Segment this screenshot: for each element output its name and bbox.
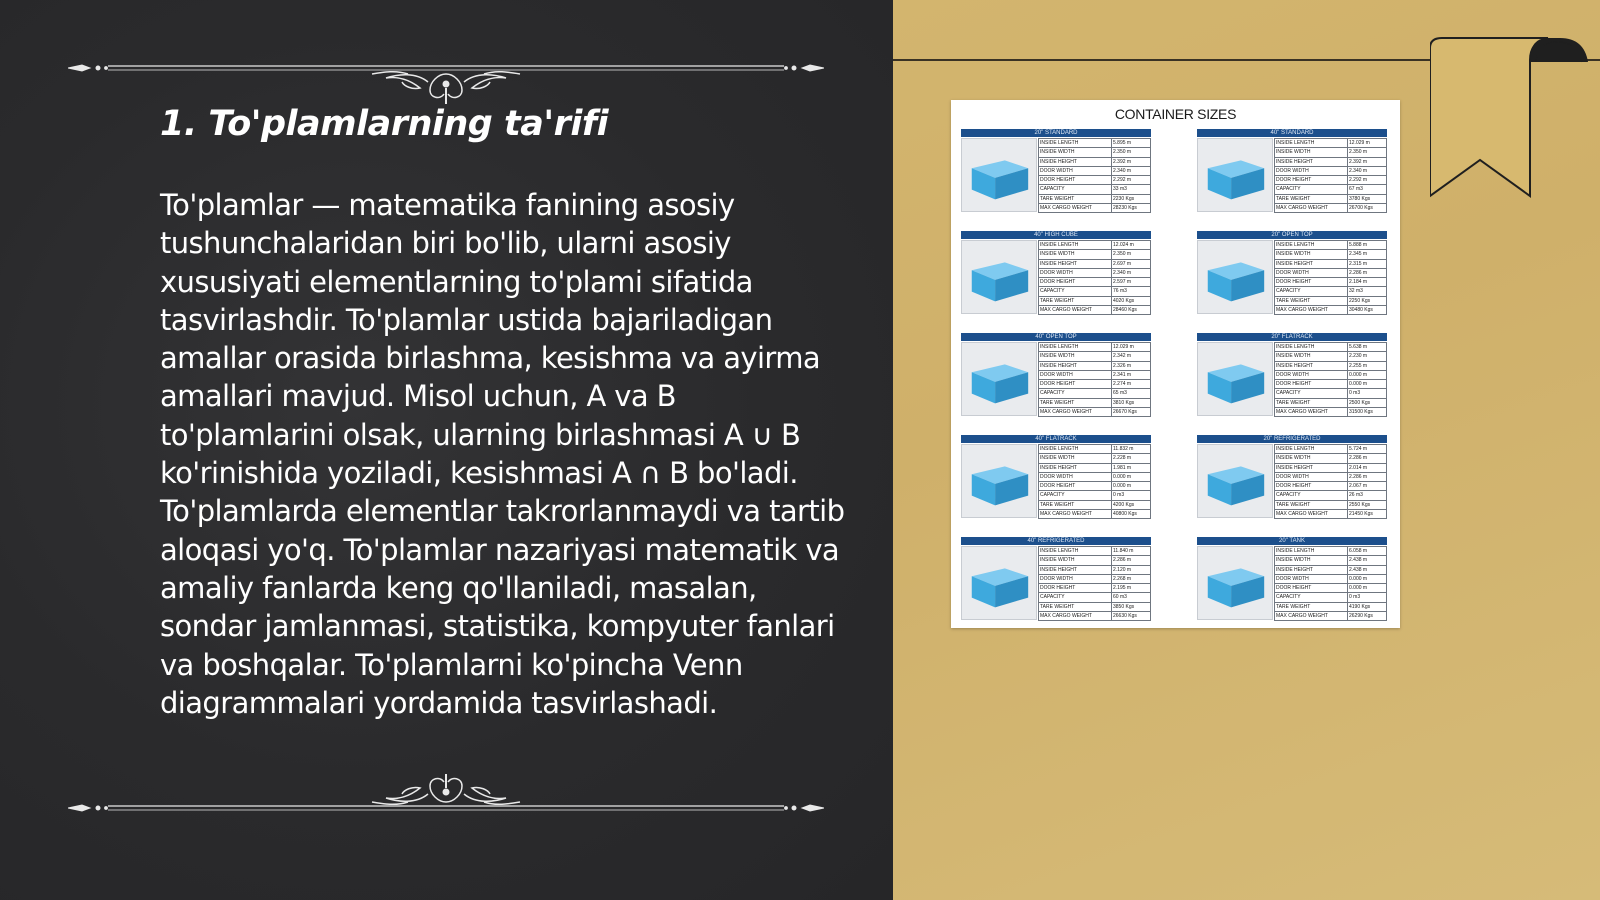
spec-label: INSIDE HEIGHT: [1039, 463, 1112, 472]
table-row: [1039, 445, 1151, 454]
spec-value: 2.286 m: [1348, 268, 1387, 277]
table-row: [1275, 194, 1387, 203]
spec-value: 0.000 m: [1348, 380, 1387, 389]
container-card: [1197, 435, 1387, 519]
spec-label: DOOR HEIGHT: [1039, 380, 1112, 389]
spec-label: DOOR HEIGHT: [1039, 278, 1112, 287]
poster-title: CONTAINER SIZES: [1114, 106, 1237, 122]
table-row: [1275, 454, 1387, 463]
table-row: [1039, 370, 1151, 379]
table-row: [1275, 352, 1387, 361]
table-row: [1039, 463, 1151, 472]
table-row: [1275, 361, 1387, 370]
table-row: [1275, 157, 1387, 166]
spec-value: 2.286 m: [1348, 454, 1387, 463]
container-image-icon: [961, 546, 1037, 620]
spec-value: 2.392 m: [1348, 157, 1387, 166]
spec-label: INSIDE WIDTH: [1275, 454, 1348, 463]
spec-label: TARE WEIGHT: [1039, 296, 1112, 305]
spec-value: 2.350 m: [1112, 250, 1151, 259]
table-row: [1275, 305, 1387, 314]
spec-label: MAX CARGO WEIGHT: [1275, 305, 1348, 314]
spec-label: INSIDE WIDTH: [1275, 556, 1348, 565]
spec-label: DOOR HEIGHT: [1039, 584, 1112, 593]
container-card: [1197, 333, 1387, 417]
container-card-header: 40" HIGH CUBE: [961, 231, 1151, 239]
container-image-icon: [1197, 138, 1273, 212]
spec-label: CAPACITY: [1275, 491, 1348, 500]
spec-label: DOOR WIDTH: [1275, 472, 1348, 481]
spec-value: 76 m3: [1112, 287, 1151, 296]
spec-label: DOOR HEIGHT: [1039, 176, 1112, 185]
spec-value: 28230 Kgs: [1112, 203, 1151, 212]
spec-label: INSIDE WIDTH: [1039, 250, 1112, 259]
bookmark-ribbon-icon: [1430, 30, 1590, 205]
spec-label: DOOR WIDTH: [1275, 370, 1348, 379]
spec-value: 2.438 m: [1348, 565, 1387, 574]
container-sizes-poster: [951, 100, 1400, 628]
table-row: [1039, 565, 1151, 574]
spec-label: INSIDE WIDTH: [1275, 250, 1348, 259]
spec-value: 2.340 m: [1348, 166, 1387, 175]
container-image-icon: [961, 444, 1037, 518]
spec-label: INSIDE LENGTH: [1039, 139, 1112, 148]
container-card: [961, 333, 1151, 417]
spec-value: 6.058 m: [1348, 547, 1387, 556]
spec-value: 2.292 m: [1112, 176, 1151, 185]
table-row: [1275, 445, 1387, 454]
table-row: [1039, 259, 1151, 268]
table-row: [1275, 574, 1387, 583]
container-spec-table: [1038, 138, 1151, 213]
spec-value: 2.014 m: [1348, 463, 1387, 472]
spec-value: 2.350 m: [1112, 148, 1151, 157]
ornament-divider-top: [68, 44, 824, 104]
spec-label: DOOR HEIGHT: [1039, 482, 1112, 491]
container-image-icon: [961, 342, 1037, 416]
table-row: [1039, 398, 1151, 407]
spec-label: INSIDE WIDTH: [1039, 454, 1112, 463]
spec-label: INSIDE LENGTH: [1275, 445, 1348, 454]
spec-label: MAX CARGO WEIGHT: [1039, 509, 1112, 518]
container-card: [961, 231, 1151, 315]
table-row: [1275, 166, 1387, 175]
spec-label: DOOR WIDTH: [1039, 472, 1112, 481]
spec-label: DOOR WIDTH: [1039, 574, 1112, 583]
spec-value: 30480 Kgs: [1348, 305, 1387, 314]
table-row: [1039, 574, 1151, 583]
spec-label: INSIDE HEIGHT: [1275, 259, 1348, 268]
spec-label: MAX CARGO WEIGHT: [1275, 203, 1348, 212]
spec-value: 4200 Kgs: [1112, 500, 1151, 509]
spec-label: TARE WEIGHT: [1039, 398, 1112, 407]
container-image-icon: [1197, 546, 1273, 620]
ornament-divider-bottom: [68, 774, 824, 834]
table-row: [1275, 556, 1387, 565]
container-card-header: 20" OPEN TOP: [1197, 231, 1387, 239]
table-row: [1039, 166, 1151, 175]
table-row: [1275, 241, 1387, 250]
table-row: [1039, 203, 1151, 212]
spec-label: MAX CARGO WEIGHT: [1275, 407, 1348, 416]
spec-value: 2.184 m: [1348, 278, 1387, 287]
spec-label: TARE WEIGHT: [1275, 296, 1348, 305]
spec-value: 2.195 m: [1112, 584, 1151, 593]
spec-value: 4020 Kgs: [1112, 296, 1151, 305]
table-row: [1039, 482, 1151, 491]
spec-label: INSIDE LENGTH: [1039, 445, 1112, 454]
spec-value: 32 m3: [1348, 287, 1387, 296]
container-spec-table: [1038, 240, 1151, 315]
spec-value: 2.341 m: [1112, 370, 1151, 379]
table-row: [1039, 556, 1151, 565]
table-row: [1275, 584, 1387, 593]
table-row: [1039, 602, 1151, 611]
spec-value: 2.340 m: [1112, 268, 1151, 277]
table-row: [1275, 472, 1387, 481]
table-row: [1039, 380, 1151, 389]
spec-value: 26670 Kgs: [1112, 407, 1151, 416]
spec-label: DOOR WIDTH: [1275, 268, 1348, 277]
container-spec-table: [1274, 546, 1387, 621]
table-row: [1039, 611, 1151, 620]
table-row: [1039, 185, 1151, 194]
table-row: [1039, 305, 1151, 314]
spec-label: CAPACITY: [1275, 185, 1348, 194]
table-row: [1275, 389, 1387, 398]
spec-value: 40800 Kgs: [1112, 509, 1151, 518]
container-card-header: 20" TANK: [1197, 537, 1387, 545]
spec-value: 26290 Kgs: [1348, 611, 1387, 620]
spec-value: 2.120 m: [1112, 565, 1151, 574]
spec-value: 33 m3: [1112, 185, 1151, 194]
spec-value: 2.345 m: [1348, 250, 1387, 259]
table-row: [1039, 500, 1151, 509]
spec-label: INSIDE HEIGHT: [1039, 259, 1112, 268]
table-row: [1275, 250, 1387, 259]
table-row: [1275, 370, 1387, 379]
spec-label: INSIDE LENGTH: [1275, 139, 1348, 148]
container-spec-table: [1038, 444, 1151, 519]
spec-label: CAPACITY: [1039, 491, 1112, 500]
container-card-header: 40" REFRIGERATED: [961, 537, 1151, 545]
spec-value: 3780 Kgs: [1348, 194, 1387, 203]
table-row: [1275, 509, 1387, 518]
spec-value: 2550 Kgs: [1348, 500, 1387, 509]
table-row: [1275, 343, 1387, 352]
container-spec-table: [1274, 342, 1387, 417]
table-row: [1275, 500, 1387, 509]
container-card: [961, 435, 1151, 519]
container-spec-table: [1038, 342, 1151, 417]
spec-value: 0.000 m: [1112, 482, 1151, 491]
spec-value: 0.000 m: [1348, 370, 1387, 379]
spec-value: 11.840 m: [1112, 547, 1151, 556]
table-row: [1275, 148, 1387, 157]
table-row: [1275, 611, 1387, 620]
spec-value: 12.029 m: [1348, 139, 1387, 148]
spec-value: 3810 Kgs: [1112, 398, 1151, 407]
spec-label: INSIDE HEIGHT: [1275, 361, 1348, 370]
spec-value: 67 m3: [1348, 185, 1387, 194]
table-row: [1275, 287, 1387, 296]
table-row: [1275, 482, 1387, 491]
spec-value: 2.286 m: [1112, 556, 1151, 565]
table-row: [1275, 463, 1387, 472]
spec-label: INSIDE HEIGHT: [1039, 157, 1112, 166]
container-card: [961, 537, 1151, 621]
container-spec-table: [1274, 444, 1387, 519]
table-row: [1039, 509, 1151, 518]
table-row: [1039, 139, 1151, 148]
spec-value: 2.326 m: [1112, 361, 1151, 370]
table-row: [1039, 194, 1151, 203]
spec-value: 0 m3: [1112, 491, 1151, 500]
spec-value: 2.392 m: [1112, 157, 1151, 166]
table-row: [1039, 250, 1151, 259]
container-image-icon: [961, 138, 1037, 212]
spec-value: 2.286 m: [1348, 472, 1387, 481]
spec-value: 5.888 m: [1348, 241, 1387, 250]
spec-label: INSIDE HEIGHT: [1275, 157, 1348, 166]
table-row: [1039, 343, 1151, 352]
container-image-icon: [961, 240, 1037, 314]
table-row: [1039, 268, 1151, 277]
table-row: [1275, 547, 1387, 556]
spec-label: CAPACITY: [1039, 593, 1112, 602]
spec-value: 2230 Kgs: [1112, 194, 1151, 203]
table-row: [1039, 454, 1151, 463]
spec-value: 26700 Kgs: [1348, 203, 1387, 212]
table-row: [1275, 176, 1387, 185]
spec-label: CAPACITY: [1039, 389, 1112, 398]
table-row: [1039, 278, 1151, 287]
spec-value: 2.340 m: [1112, 166, 1151, 175]
spec-value: 28460 Kgs: [1112, 305, 1151, 314]
container-spec-table: [1274, 138, 1387, 213]
spec-label: MAX CARGO WEIGHT: [1039, 305, 1112, 314]
table-row: [1275, 268, 1387, 277]
spec-value: 2.067 m: [1348, 482, 1387, 491]
table-row: [1039, 584, 1151, 593]
spec-label: MAX CARGO WEIGHT: [1275, 509, 1348, 518]
table-row: [1275, 593, 1387, 602]
spec-label: TARE WEIGHT: [1275, 398, 1348, 407]
spec-value: 0 m3: [1348, 389, 1387, 398]
spec-label: INSIDE LENGTH: [1039, 547, 1112, 556]
spec-label: DOOR HEIGHT: [1275, 176, 1348, 185]
slide-body-text: To'plamlar — matematika fanining asosiy tushunchalaridan biri bo'lib, ularni asosiy xususiyati elementlarning to'plami sifatida tasvirlashdir. To'plamlar ustida bajariladigan amallar orasida birlashma, kesishma va ayirma amallari mavjud. Misol uchun, A va B to'plamlarini olsak, ularning birlashmasi A ∪ B ko'rinishida yoziladi, kesishmasi A ∩ B bo'ladi. To'plamlarda elementlar takrorlanmaydi va tartib aloqasi yo'q. To'plamlar nazariyasi matematik va amaliy fanlarda keng qo'llaniladi, masalan, sondar jamlanmasi, statistika, kompyuter fanlari va boshqalar. To'plamlarni ko'pincha Venn diagrammalari yordamida tasvirlashadi.: [160, 188, 845, 720]
spec-label: INSIDE LENGTH: [1039, 241, 1112, 250]
container-image-icon: [1197, 444, 1273, 518]
spec-label: TARE WEIGHT: [1039, 500, 1112, 509]
spec-value: 2500 Kgs: [1348, 398, 1387, 407]
table-row: [1039, 148, 1151, 157]
table-row: [1039, 176, 1151, 185]
table-row: [1039, 389, 1151, 398]
spec-label: DOOR WIDTH: [1039, 370, 1112, 379]
slide-title: 1. To'plamlarning ta'rifi: [160, 104, 609, 144]
container-image-icon: [1197, 240, 1273, 314]
spec-label: INSIDE LENGTH: [1275, 547, 1348, 556]
container-card: [1197, 129, 1387, 213]
spec-value: 12.029 m: [1112, 343, 1151, 352]
spec-value: 4190 Kgs: [1348, 602, 1387, 611]
table-row: [1275, 259, 1387, 268]
spec-value: 2250 Kgs: [1348, 296, 1387, 305]
table-row: [1039, 547, 1151, 556]
spec-label: DOOR WIDTH: [1275, 166, 1348, 175]
table-row: [1039, 361, 1151, 370]
table-row: [1039, 472, 1151, 481]
table-row: [1275, 203, 1387, 212]
spec-label: CAPACITY: [1039, 287, 1112, 296]
spec-value: 11.832 m: [1112, 445, 1151, 454]
table-row: [1039, 407, 1151, 416]
spec-value: 5.895 m: [1112, 139, 1151, 148]
spec-label: MAX CARGO WEIGHT: [1039, 203, 1112, 212]
spec-value: 31500 Kgs: [1348, 407, 1387, 416]
container-card: [961, 129, 1151, 213]
container-card: [1197, 231, 1387, 315]
spec-label: TARE WEIGHT: [1275, 500, 1348, 509]
spec-value: 5.724 m: [1348, 445, 1387, 454]
spec-label: DOOR HEIGHT: [1275, 584, 1348, 593]
table-row: [1039, 287, 1151, 296]
spec-label: TARE WEIGHT: [1275, 602, 1348, 611]
spec-value: 2.342 m: [1112, 352, 1151, 361]
spec-value: 26630 Kgs: [1112, 611, 1151, 620]
spec-value: 0 m3: [1348, 593, 1387, 602]
spec-label: CAPACITY: [1275, 287, 1348, 296]
table-row: [1275, 139, 1387, 148]
table-row: [1275, 398, 1387, 407]
spec-value: 5.638 m: [1348, 343, 1387, 352]
table-row: [1275, 380, 1387, 389]
table-row: [1039, 296, 1151, 305]
container-card-header: 40" FLATRACK: [961, 435, 1151, 443]
container-card: [1197, 537, 1387, 621]
spec-label: INSIDE LENGTH: [1275, 241, 1348, 250]
container-spec-table: [1038, 546, 1151, 621]
spec-label: CAPACITY: [1275, 389, 1348, 398]
spec-label: DOOR WIDTH: [1039, 268, 1112, 277]
spec-value: 2.255 m: [1348, 361, 1387, 370]
spec-value: 2.268 m: [1112, 574, 1151, 583]
spec-value: 2.292 m: [1348, 176, 1387, 185]
spec-label: DOOR HEIGHT: [1275, 278, 1348, 287]
spec-value: 2.697 m: [1112, 259, 1151, 268]
container-image-icon: [1197, 342, 1273, 416]
spec-value: 21450 Kgs: [1348, 509, 1387, 518]
spec-label: MAX CARGO WEIGHT: [1039, 407, 1112, 416]
spec-label: TARE WEIGHT: [1039, 602, 1112, 611]
table-row: [1275, 407, 1387, 416]
spec-label: DOOR HEIGHT: [1275, 380, 1348, 389]
spec-value: 2.350 m: [1348, 148, 1387, 157]
spec-value: 2.438 m: [1348, 556, 1387, 565]
table-row: [1039, 157, 1151, 166]
spec-label: TARE WEIGHT: [1039, 194, 1112, 203]
spec-label: DOOR WIDTH: [1275, 574, 1348, 583]
container-card-header: 20" FLATRACK: [1197, 333, 1387, 341]
container-card-header: 20" STANDARD: [961, 129, 1151, 137]
spec-label: INSIDE WIDTH: [1275, 352, 1348, 361]
spec-label: INSIDE LENGTH: [1275, 343, 1348, 352]
spec-label: INSIDE WIDTH: [1039, 352, 1112, 361]
spec-value: 60 m3: [1112, 593, 1151, 602]
spec-value: 2.315 m: [1348, 259, 1387, 268]
spec-label: DOOR HEIGHT: [1275, 482, 1348, 491]
spec-value: 2.597 m: [1112, 278, 1151, 287]
table-row: [1039, 241, 1151, 250]
spec-label: INSIDE HEIGHT: [1275, 565, 1348, 574]
spec-label: INSIDE HEIGHT: [1039, 565, 1112, 574]
spec-value: 0.000 m: [1348, 584, 1387, 593]
spec-label: CAPACITY: [1039, 185, 1112, 194]
table-row: [1039, 593, 1151, 602]
spec-value: 1.981 m: [1112, 463, 1151, 472]
table-row: [1039, 491, 1151, 500]
spec-value: 2.230 m: [1348, 352, 1387, 361]
spec-label: MAX CARGO WEIGHT: [1275, 611, 1348, 620]
spec-value: 2.274 m: [1112, 380, 1151, 389]
table-row: [1039, 352, 1151, 361]
spec-value: 0.000 m: [1112, 472, 1151, 481]
container-spec-table: [1274, 240, 1387, 315]
spec-value: 2.228 m: [1112, 454, 1151, 463]
table-row: [1275, 185, 1387, 194]
spec-value: 12.024 m: [1112, 241, 1151, 250]
spec-value: 26 m3: [1348, 491, 1387, 500]
spec-value: 3850 Kgs: [1112, 602, 1151, 611]
spec-label: CAPACITY: [1275, 593, 1348, 602]
table-row: [1275, 602, 1387, 611]
spec-label: INSIDE WIDTH: [1039, 148, 1112, 157]
spec-label: INSIDE LENGTH: [1039, 343, 1112, 352]
spec-label: INSIDE WIDTH: [1275, 148, 1348, 157]
spec-label: TARE WEIGHT: [1275, 194, 1348, 203]
spec-label: INSIDE WIDTH: [1039, 556, 1112, 565]
container-card-header: 40" STANDARD: [1197, 129, 1387, 137]
container-card-header: 40" OPEN TOP: [961, 333, 1151, 341]
spec-label: MAX CARGO WEIGHT: [1039, 611, 1112, 620]
table-row: [1275, 491, 1387, 500]
spec-value: 0.000 m: [1348, 574, 1387, 583]
spec-label: INSIDE HEIGHT: [1275, 463, 1348, 472]
spec-label: INSIDE HEIGHT: [1039, 361, 1112, 370]
table-row: [1275, 278, 1387, 287]
table-row: [1275, 565, 1387, 574]
table-row: [1275, 296, 1387, 305]
spec-value: 65 m3: [1112, 389, 1151, 398]
spec-label: DOOR WIDTH: [1039, 166, 1112, 175]
container-card-header: 20" REFRIGERATED: [1197, 435, 1387, 443]
